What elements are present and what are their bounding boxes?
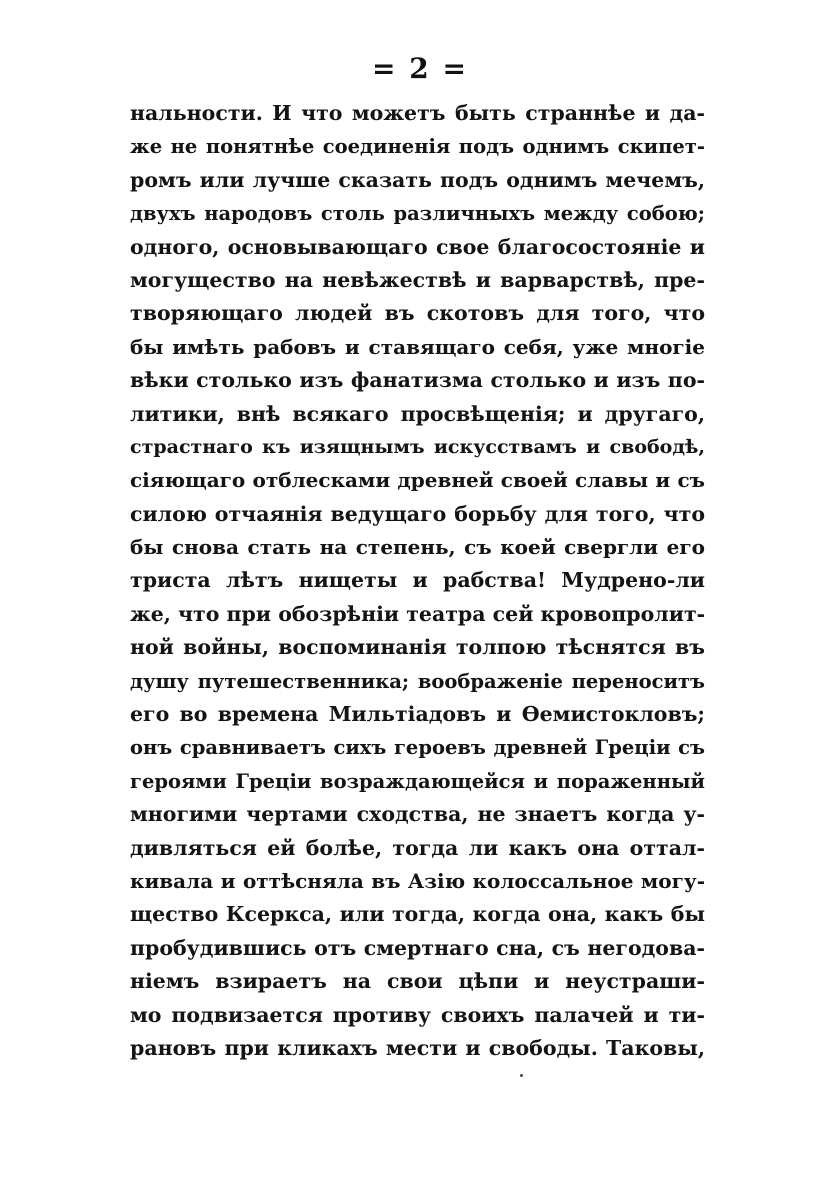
text-line: одного, основывающаго свое благосостояніе и xyxy=(130,234,705,259)
text-line: душу путешественника; воображеніе переноситъ xyxy=(130,669,705,693)
text-line: могущество на невѣжествѣ и варварствѣ, пре- xyxy=(130,267,705,292)
text-line: щество Ксеркса, или тогда, когда она, какъ бы xyxy=(130,902,705,927)
text-line: же, что при обозрѣніи театра сей кровопролит- xyxy=(130,601,705,626)
text-line: ніемъ взираетъ на свои цѣпи и неустраши- xyxy=(130,969,705,994)
text-line: онъ сравниваетъ сихъ героевъ древней Греціи съ xyxy=(130,736,705,760)
text-line: страстнаго къ изящнымъ искусствамъ и свободѣ, xyxy=(130,435,705,458)
text-line: литики, внѣ всякаго просвѣщенія; и другаго, xyxy=(130,401,705,426)
text-line: триста лѣтъ нищеты и рабства! Мудрено-ли xyxy=(130,568,705,593)
text-line: силою отчаянія ведущаго борьбу для того, что xyxy=(130,501,705,526)
text-line: его во времена Мильтіадовъ и Ѳемистокловъ; xyxy=(130,702,705,727)
text-line: сіяющаго отблесками древней своей славы и съ xyxy=(130,468,705,493)
text-line: бы имѣть рабовъ и ставящаго себя, уже многіе xyxy=(130,334,705,359)
text-line: рановъ при кликахъ мести и свободы. Таковы, xyxy=(130,1035,705,1060)
text-line: дивляться ей болѣе, тогда ли какъ она оттал- xyxy=(130,835,705,860)
text-line: многими чертами сходства, не знаетъ когда у- xyxy=(130,802,705,827)
text-line: бы снова стать на степень, съ коей свергли его xyxy=(130,535,705,560)
text-line: ромъ или лучше сказать подъ однимъ мечемъ, xyxy=(130,167,705,192)
text-line: кивала и оттѣсняла въ Азію колоссальное могу- xyxy=(130,868,705,893)
text-line: мо подвизается противу своихъ палачей и ти- xyxy=(130,1002,705,1027)
text-line: пробудившись отъ смертнаго сна, съ негодова- xyxy=(130,935,705,960)
text-line: двухъ народовъ столь различныхъ между собою; xyxy=(130,202,705,226)
print-speck xyxy=(520,1074,523,1077)
body-text xyxy=(130,97,705,1065)
text-line: творяющаго людей въ скотовъ для того, что xyxy=(130,301,705,326)
text-line: ной войны, воспоминанія толпою тѣснятся въ xyxy=(130,635,705,660)
text-line: нальности. И что можетъ быть страннѣе и да- xyxy=(130,101,705,125)
text-line: героями Греціи возраждающейся и пораженный xyxy=(130,769,705,793)
text-line: же не понятнѣе соединенія подъ однимъ скипет- xyxy=(130,135,705,159)
text-line: вѣки столько изъ фанатизма столько и изъ по- xyxy=(130,368,705,393)
page-number: = 2 = xyxy=(372,52,468,85)
